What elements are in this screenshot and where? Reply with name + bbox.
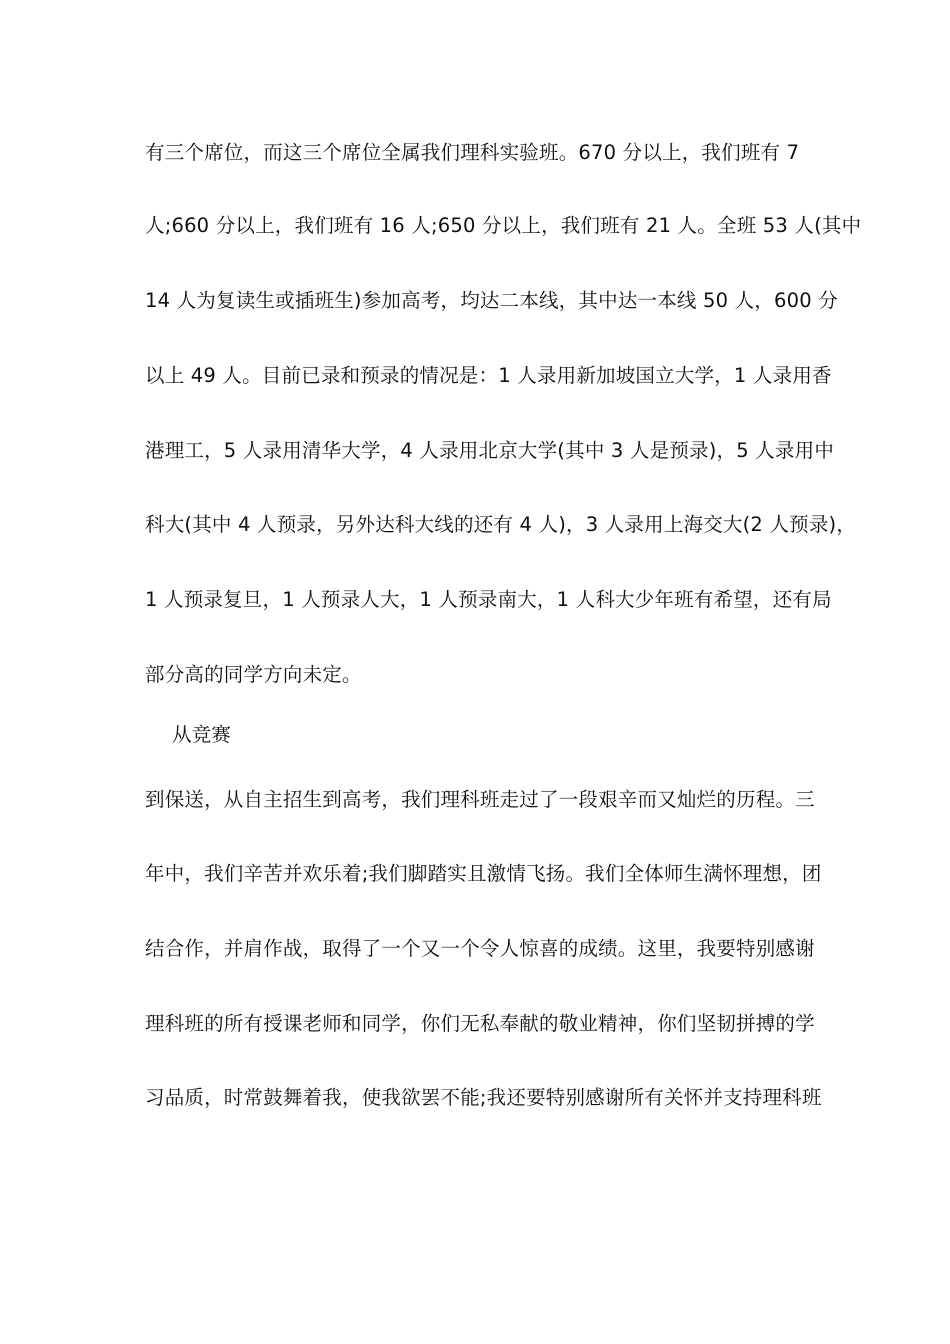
paragraph-heading: 从竞赛	[172, 723, 232, 746]
text-line: 14 人为复读生或插班生)参加高考，均达二本线，其中达一本线 50 人，600 分	[145, 289, 838, 312]
text-line: 港理工，5 人录用清华大学，4 人录用北京大学(其中 3 人是预录)，5 人录用中	[145, 439, 835, 462]
text-line: 科大(其中 4 人预录，另外达科大线的还有 4 人)，3 人录用上海交大(2 人预录)，	[145, 513, 857, 536]
text-line: 人;660 分以上，我们班有 16 人;650 分以上，我们班有 21 人。全班 53 人(其中	[145, 214, 862, 237]
text-line: 理科班的所有授课老师和同学，你们无私奉献的敬业精神，你们坚韧拼搏的学	[145, 1012, 815, 1035]
text-line: 结合作，并肩作战，取得了一个又一个令人惊喜的成绩。这里，我要特别感谢	[145, 937, 815, 960]
text-line: 到保送，从自主招生到高考，我们理科班走过了一段艰辛而又灿烂的历程。三	[145, 788, 815, 811]
text-line: 部分高的同学方向未定。	[145, 663, 362, 686]
text-line: 1 人预录复旦，1 人预录人大，1 人预录南大，1 人科大少年班有希望，还有局	[145, 588, 832, 611]
text-line: 有三个席位，而这三个席位全属我们理科实验班。670 分以上，我们班有 7	[145, 141, 800, 164]
text-line: 习品质，时常鼓舞着我，使我欲罢不能;我还要特别感谢所有关怀并支持理科班	[145, 1086, 822, 1109]
text-line: 以上 49 人。目前已录和预录的情况是：1 人录用新加坡国立大学，1 人录用香	[145, 364, 832, 387]
text-line: 年中，我们辛苦并欢乐着;我们脚踏实且激情飞扬。我们全体师生满怀理想，团	[145, 862, 822, 885]
